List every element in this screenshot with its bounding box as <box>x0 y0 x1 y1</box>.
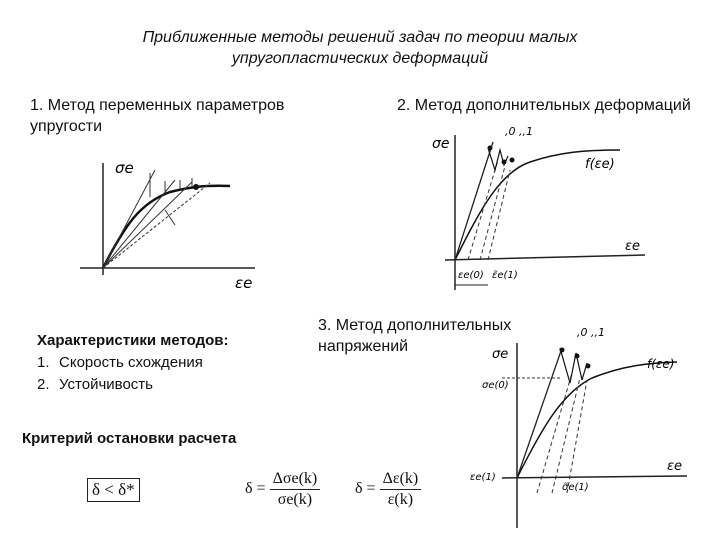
page-title-line1: Приближенные методы решений задач по теории малых <box>142 29 578 46</box>
sketch2-y-label: σe <box>432 136 450 152</box>
sketch3-x-axis <box>502 476 687 478</box>
formula-stress-lhs: δ = <box>245 480 266 498</box>
formula-stress-num: Δσe(k) <box>270 470 321 490</box>
sketch3-sigma0: σe(0) <box>482 380 509 391</box>
sketch1-secant-3 <box>103 182 192 268</box>
formula-stress-den: σe(k) <box>277 491 313 508</box>
sketch2-eps1: ε̃e(1) <box>492 270 518 281</box>
sketch1-point <box>193 184 199 190</box>
sketch3-elastic-line <box>517 348 562 478</box>
sketch2-x-axis <box>445 255 645 260</box>
list-item: 1. Скорость схождения <box>37 354 203 371</box>
sketch2-point-0 <box>488 146 493 151</box>
sketch3-dash-3 <box>567 380 587 493</box>
sketch2-curve-label: f(εe) <box>585 157 615 172</box>
sketch1-secant-2 <box>103 180 175 268</box>
sketch3-point-1 <box>575 354 580 359</box>
method2-heading: 2. Метод дополнительных деформаций <box>397 97 691 114</box>
sketch3-point-0 <box>560 348 565 353</box>
sketch3-curve-label: f(εe) <box>647 357 675 371</box>
method1-line1: 1. Метод переменных параметров <box>30 97 285 114</box>
sketch2-iterations <box>488 148 508 170</box>
characteristics-heading: Характеристики методов: <box>37 332 229 349</box>
method1-heading <box>30 95 310 137</box>
sketch3-iterations <box>560 348 587 383</box>
formula-stress <box>245 470 320 509</box>
formula-strain <box>355 470 421 509</box>
method1-line2: упругости <box>30 118 103 135</box>
sketch1-y-label: σe <box>115 159 134 177</box>
formula-strain-num: Δε(k) <box>380 470 422 490</box>
characteristics-list <box>37 352 229 396</box>
method3-line1: 3. Метод дополнительных <box>318 317 512 334</box>
sketch3-dash-1 <box>537 373 572 493</box>
sketch3-diagram <box>462 318 712 533</box>
characteristics-block <box>37 330 229 396</box>
sketch3-iter-marks: ,0 ,,1 <box>577 326 605 339</box>
sketch2-x-label: εe <box>625 239 641 254</box>
sketch1-curve <box>103 186 230 268</box>
sketch2-diagram <box>420 110 660 300</box>
formula-stress-fraction <box>270 470 321 509</box>
formula-strain-fraction <box>380 470 422 509</box>
sketch2-point-2 <box>510 158 515 163</box>
sketch1-diagram <box>70 145 270 295</box>
method3-line2: напряжений <box>318 338 409 355</box>
formula-strain-den: ε(k) <box>387 491 414 508</box>
sketch2-dash-2 <box>480 166 505 260</box>
list-item: 2. Устойчивость <box>37 376 153 393</box>
criterion-heading: Критерий остановки расчета <box>22 430 237 447</box>
sketch3-y-label: σe <box>492 347 509 362</box>
sketch3-point-2 <box>586 364 591 369</box>
sketch1-secant-1 <box>103 170 155 268</box>
sketch3-eps1: εe(1) <box>470 472 496 483</box>
sketch2-iter-marks: ,0 ,,1 <box>505 125 533 138</box>
sketch1-secant-4 <box>103 183 210 268</box>
formula-strain-lhs: δ = <box>355 480 376 498</box>
sketch1-x-label: εe <box>235 274 253 292</box>
sketch3-x-label: εe <box>667 459 683 474</box>
sketch3-curve <box>517 362 677 478</box>
criterion-condition: δ < δ* <box>87 478 140 502</box>
sketch2-point-1 <box>502 160 507 165</box>
page-title-line2: упругопластических деформаций <box>231 50 489 67</box>
sketch2-eps0: εe(0) <box>458 270 484 281</box>
sketch3-sigma1: σ̃e(1) <box>562 482 589 493</box>
